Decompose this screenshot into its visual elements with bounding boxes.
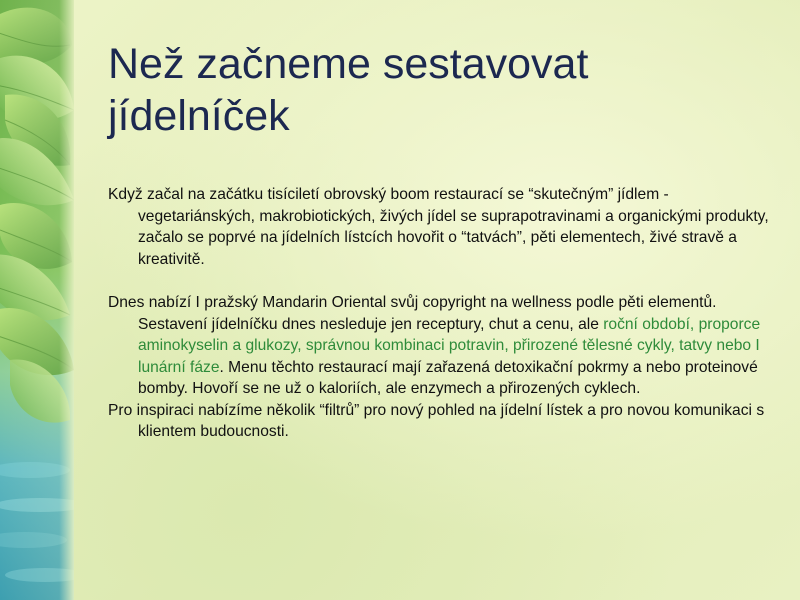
highlighted-text: roční období, proporce aminokyselin a glukozy, správnou kombinaci potravin, přirozené tělesné cykly, tatvy nebo I lunární fáze <box>138 315 761 376</box>
paragraph-mandarin-oriental <box>108 292 772 400</box>
title-line-2: jídelníček <box>108 92 290 140</box>
paragraph-text-after: . Menu těchto restaurací mají zařazená detoxikační pokrmy a nebo proteinové bomby. Hovoří se ne už o kaloriích, ale enzymech a přirozených cyklech. <box>138 358 758 397</box>
paragraph-inspiration <box>108 400 772 443</box>
paragraph-text: Když začal na začátku tisíciletí obrovský boom restaurací se “skutečným” jídlem - vegetariánských, makrobiotických, živých jídel se suprapotravinami a organickými produkty, začalo se poprvé na jídelních lístcích hovořit o “tatvách”, pěti elementech, živé stravě a kreativitě. <box>108 186 769 268</box>
leaves-image <box>0 0 74 600</box>
green-leaves-decoration <box>0 0 74 600</box>
paragraph-text-before: Dnes nabízí I pražský Mandarin Oriental svůj copyright na wellness podle pěti elementů. Sestavení jídelníčku dnes nesleduje jen receptury, chut a cenu, ale <box>108 294 717 333</box>
title-line-1: Než začneme sestavovat <box>108 40 589 88</box>
paragraph-restaurant-boom <box>108 184 772 270</box>
slide-body <box>108 184 772 443</box>
paragraph-text: Pro inspiraci nabízíme několik “filtrů” pro nový pohled na jídelní lístek a pro novou komunikaci s klientem budoucnosti. <box>108 401 765 440</box>
slide-title <box>108 38 768 142</box>
